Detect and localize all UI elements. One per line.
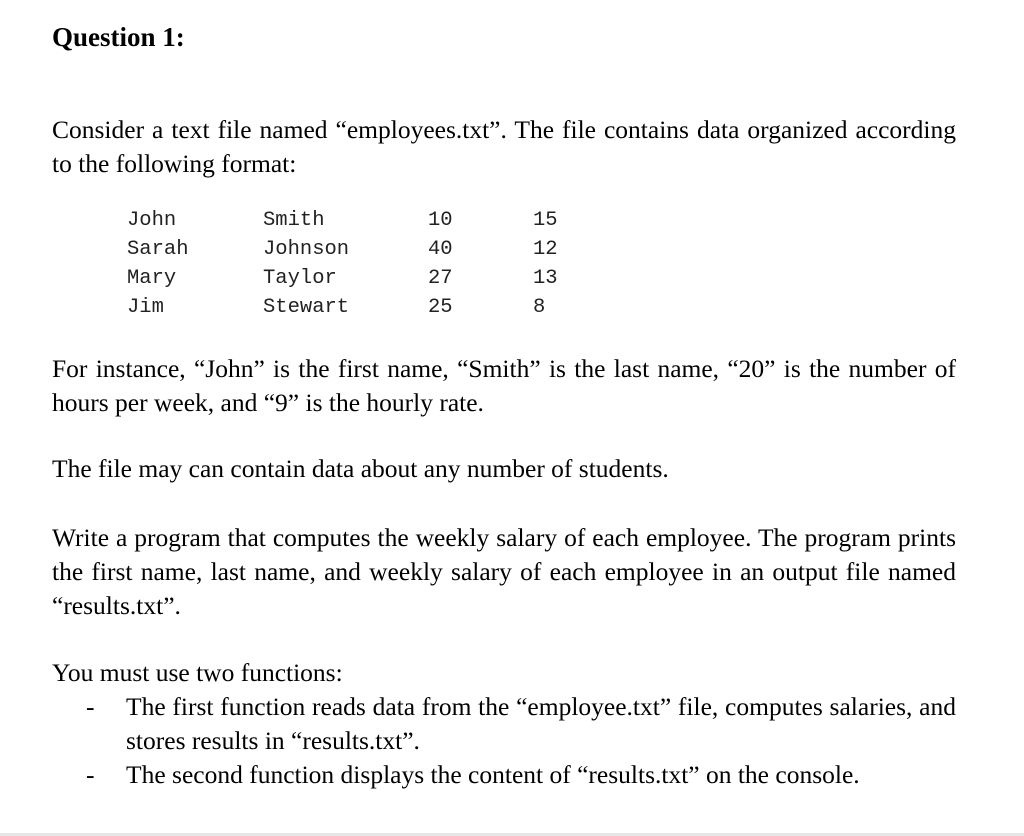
task-paragraph: Write a program that computes the weekly salary of each employee. The program prints the first name, last name, and weekly salary of each employee in an output file named “results.txt”. <box>52 523 956 620</box>
requirement-text: The second function displays the content of “results.txt” on the console. <box>126 760 860 789</box>
dash-bullet: - <box>86 760 95 789</box>
table-row <box>127 235 587 264</box>
dash-bullet: - <box>86 692 95 721</box>
rate-cell: 13 <box>533 267 558 290</box>
intro-paragraph: Consider a text file named “employees.txt”. The file contains data organized according to the following format: <box>52 115 956 178</box>
table-row <box>127 206 587 235</box>
first-name-cell: Jim <box>127 296 164 319</box>
list-item <box>80 690 956 758</box>
rate-cell: 8 <box>533 296 546 319</box>
hours-cell: 25 <box>428 296 453 319</box>
hours-cell: 27 <box>428 267 453 290</box>
example-paragraph: For instance, “John” is the first name, “Smith” is the last name, “20” is the number of hours per week, and “9” is the hourly rate. <box>52 354 956 417</box>
rate-cell: 12 <box>533 238 558 261</box>
requirement-text: The first function reads data from the “employee.txt” file, computes salaries, and stores results in “results.txt”. <box>126 692 956 755</box>
rate-cell: 15 <box>533 209 558 232</box>
first-name-cell: Mary <box>127 267 177 290</box>
last-name-cell: Smith <box>263 209 325 232</box>
requirements-heading: You must use two functions: <box>52 658 343 687</box>
last-name-cell: Taylor <box>263 267 337 290</box>
first-name-cell: John <box>127 209 177 232</box>
list-item <box>80 758 956 792</box>
employee-data-table <box>127 206 587 322</box>
note-paragraph: The file may can contain data about any number of students. <box>52 454 669 483</box>
hours-cell: 10 <box>428 209 453 232</box>
last-name-cell: Stewart <box>263 296 350 319</box>
table-row <box>127 264 587 293</box>
table-row <box>127 293 587 322</box>
first-name-cell: Sarah <box>127 238 189 261</box>
hours-cell: 40 <box>428 238 453 261</box>
requirements-list <box>80 690 956 792</box>
question-title: Question 1: <box>52 22 185 52</box>
last-name-cell: Johnson <box>263 238 350 261</box>
